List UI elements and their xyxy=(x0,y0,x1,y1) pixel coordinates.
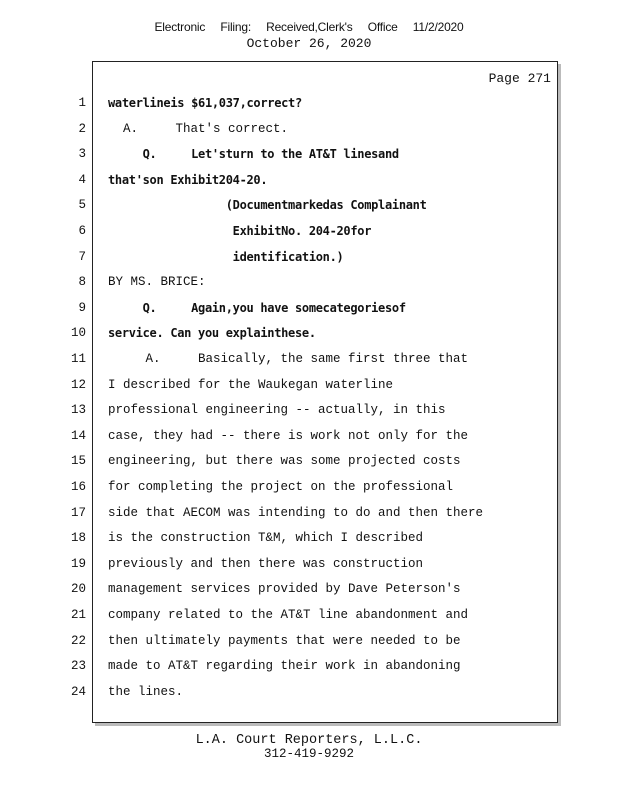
transcript-line: engineering, but there was some projected costs xyxy=(108,454,461,468)
line-number: 20 xyxy=(70,582,86,596)
line-number: 15 xyxy=(70,454,86,468)
line-number: 11 xyxy=(70,352,86,366)
transcript-line: made to AT&T regarding their work in abandoning xyxy=(108,659,461,673)
transcript-line: that'son Exhibit204-20. xyxy=(108,173,268,187)
line-number: 2 xyxy=(78,122,86,136)
transcript-line: then ultimately payments that were needed to be xyxy=(108,634,461,648)
line-number: 9 xyxy=(78,301,86,315)
line-number: 6 xyxy=(78,224,86,238)
line-number: 5 xyxy=(78,198,86,212)
transcript-date: October 26, 2020 xyxy=(246,36,372,51)
reporter-company: L.A. Court Reporters, L.L.C. xyxy=(195,733,423,748)
transcript-line: A. That's correct. xyxy=(108,122,289,136)
line-number: 24 xyxy=(70,685,86,699)
transcript-line: I described for the Waukegan waterline xyxy=(108,378,394,392)
transcript-line: waterlineis $61,037,correct? xyxy=(108,96,302,110)
transcript-line: BY MS. BRICE: xyxy=(108,275,206,289)
transcript-line: professional engineering -- actually, in this xyxy=(108,403,446,417)
line-number: 17 xyxy=(70,506,86,520)
line-number: 16 xyxy=(70,480,86,494)
transcript-line: the lines. xyxy=(108,685,184,699)
filing-stamp-part: Office xyxy=(367,20,398,34)
line-number: 22 xyxy=(70,634,86,648)
line-number: 4 xyxy=(78,173,86,187)
transcript-line: identification.) xyxy=(108,250,344,264)
transcript-line: previously and then there was construction xyxy=(108,557,424,571)
transcript-line: is the construction T&M, which I described xyxy=(108,531,424,545)
transcript-line: (Documentmarkedas Complainant xyxy=(108,198,427,212)
transcript-line: company related to the AT&T line abandonment and xyxy=(108,608,469,622)
line-number: 7 xyxy=(78,250,86,264)
line-number: 8 xyxy=(78,275,86,289)
line-number: 14 xyxy=(70,429,86,443)
line-number: 10 xyxy=(70,326,86,340)
transcript-line: Q. Let'sturn to the AT&T linesand xyxy=(108,147,399,161)
transcript-line: case, they had -- there is work not only for the xyxy=(108,429,469,443)
transcript-line: management services provided by Dave Peterson's xyxy=(108,582,461,596)
line-number: 23 xyxy=(70,659,86,673)
page-number: Page 271 xyxy=(488,71,551,86)
transcript-line: for completing the project on the professional xyxy=(108,480,454,494)
transcript-line: service. Can you explainthese. xyxy=(108,326,316,340)
transcript-line: side that AECOM was intending to do and then there xyxy=(108,506,484,520)
line-number: 21 xyxy=(70,608,86,622)
filing-stamp-part: Filing: xyxy=(220,20,251,34)
transcript-line: Q. Again,you have somecategoriesof xyxy=(108,301,406,315)
filing-stamp-part: Received,Clerk's xyxy=(266,20,353,34)
line-number: 1 xyxy=(78,96,86,110)
line-number: 3 xyxy=(78,147,86,161)
transcript-line: A. Basically, the same first three that xyxy=(108,352,469,366)
line-number: 13 xyxy=(70,403,86,417)
reporter-phone: 312-419-9292 xyxy=(263,747,354,761)
line-number: 19 xyxy=(70,557,86,571)
transcript-line: ExhibitNo. 204-20for xyxy=(108,224,372,238)
filing-stamp xyxy=(0,20,618,34)
filing-stamp-part: Electronic xyxy=(154,20,206,34)
line-number: 12 xyxy=(70,378,86,392)
line-number: 18 xyxy=(70,531,86,545)
filing-stamp-part: 11/2/2020 xyxy=(412,20,464,34)
